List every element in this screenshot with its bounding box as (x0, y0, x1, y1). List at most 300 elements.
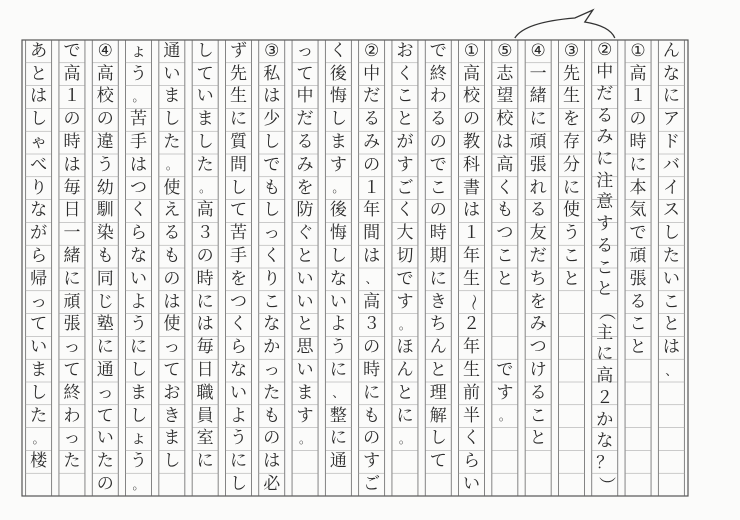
char-cell: 注 (596, 170, 614, 191)
char-cell: 少 (263, 109, 281, 130)
text-column (192, 40, 218, 496)
char-cell: 本 (629, 177, 647, 198)
text-column (625, 40, 651, 496)
char-cell (492, 314, 518, 337)
char-cell: は (63, 154, 81, 175)
char-cell: く (396, 200, 414, 221)
char-cell: も (263, 405, 281, 426)
char-cell: 高 (96, 63, 114, 84)
char-cell: 一 (529, 63, 547, 84)
char-cell: こ (596, 257, 614, 278)
char-cell: す (296, 405, 314, 426)
char-cell: つ (496, 223, 514, 244)
text-column (658, 40, 684, 496)
char-cell: 頑 (629, 246, 647, 267)
char-cell: と (529, 428, 547, 449)
char-cell: く (229, 314, 247, 335)
char-cell: 存 (562, 132, 580, 153)
char-cell: を (229, 268, 247, 289)
char-cell: 切 (396, 246, 414, 267)
char-cell: 。 (199, 181, 212, 196)
char-cell: こ (396, 86, 414, 107)
char-cell: よ (229, 405, 247, 426)
char-cell: り (30, 177, 48, 198)
char-cell: し (229, 474, 247, 495)
char-cell: 中 (296, 86, 314, 107)
text-column (592, 40, 618, 496)
char-cell: に (396, 405, 414, 426)
char-cell: ま (30, 360, 48, 381)
char-cell: の (429, 200, 447, 221)
text-column (325, 40, 351, 496)
char-cell: ２ (596, 387, 614, 408)
char-cell: た (196, 154, 214, 175)
char-cell: と (596, 279, 614, 300)
char-cell: す (396, 154, 414, 175)
char-cell: 意 (596, 192, 614, 213)
char-cell: に (196, 451, 214, 472)
char-cell: ま (130, 382, 148, 403)
char-cell: 〜 (462, 293, 483, 311)
char-cell: 。 (132, 477, 145, 492)
char-cell: 生 (229, 86, 247, 107)
char-cell: て (63, 360, 81, 381)
char-cell: し (196, 40, 214, 61)
char-cell: う (562, 223, 580, 244)
char-cell: に (130, 337, 148, 358)
char-cell: 先 (229, 63, 247, 84)
char-cell: 中 (596, 62, 614, 83)
char-cell: お (163, 382, 181, 403)
char-cell: に (596, 148, 614, 169)
char-cell: 同 (96, 268, 114, 289)
char-cell: と (296, 314, 314, 335)
char-cell: す (596, 214, 614, 235)
char-cell: み (296, 154, 314, 175)
char-cell: に (63, 268, 81, 289)
char-cell: な (596, 431, 614, 452)
char-cell: を (529, 291, 547, 312)
char-cell: の (629, 109, 647, 130)
char-cell: も (163, 246, 181, 267)
text-column (225, 40, 251, 496)
char-cell: 悔 (329, 86, 347, 107)
char-cell: に (529, 109, 547, 130)
char-cell: だ (529, 246, 547, 267)
char-cell: ？ (596, 453, 614, 474)
char-cell: ん (429, 337, 447, 358)
char-cell: な (130, 246, 148, 267)
char-cell: う (96, 154, 114, 175)
char-cell: 通 (329, 451, 347, 472)
char-cell: ら (130, 223, 148, 244)
char-cell: く (263, 246, 281, 267)
char-cell: し (329, 246, 347, 267)
char-cell: 張 (629, 268, 647, 289)
char-cell: 校 (96, 86, 114, 107)
char-cell: 緒 (63, 246, 81, 267)
char-cell: 悔 (329, 223, 347, 244)
char-cell: に (229, 109, 247, 130)
char-cell: ぐ (296, 223, 314, 244)
char-cell: み (596, 127, 614, 148)
char-cell: ら (229, 337, 247, 358)
char-cell: ょ (130, 428, 148, 449)
char-cell: い (130, 268, 148, 289)
char-cell: れ (529, 177, 547, 198)
char-cell: 高 (196, 200, 214, 221)
char-cell: い (463, 474, 481, 495)
char-cell: バ (662, 154, 680, 175)
char-cell: 、 (365, 272, 378, 287)
char-cell: し (263, 200, 281, 221)
char-cell: こ (662, 291, 680, 312)
char-cell: は (196, 314, 214, 335)
char-cell: 手 (130, 132, 148, 153)
char-cell: 苦 (229, 223, 247, 244)
char-cell: 必 (263, 474, 281, 495)
char-cell: か (263, 337, 281, 358)
char-cell: １ (629, 86, 647, 107)
char-cell: べ (30, 154, 48, 175)
char-cell: 高 (596, 366, 614, 387)
char-cell: は (463, 200, 481, 221)
char-cell: か (596, 409, 614, 430)
char-cell: 中 (363, 63, 381, 84)
char-cell: い (30, 337, 48, 358)
char-cell: の (463, 109, 481, 130)
char-cell: を (296, 177, 314, 198)
char-cell: ） (595, 476, 616, 494)
char-cell: し (229, 177, 247, 198)
char-cell: ま (329, 132, 347, 153)
char-cell: 思 (296, 337, 314, 358)
char-cell: ゃ (30, 132, 48, 153)
char-cell: て (30, 314, 48, 335)
char-cell: し (163, 451, 181, 472)
char-cell: ず (229, 40, 247, 61)
char-cell: け (529, 360, 547, 381)
char-cell: と (629, 337, 647, 358)
char-cell: の (63, 109, 81, 130)
char-cell: こ (562, 246, 580, 267)
char-cell: つ (229, 291, 247, 312)
char-cell: く (396, 63, 414, 84)
char-cell: る (296, 132, 314, 153)
char-cell: し (662, 223, 680, 244)
char-cell: っ (296, 40, 314, 61)
char-cell: ま (163, 428, 181, 449)
char-cell: 時 (196, 268, 214, 289)
char-cell: と (30, 63, 48, 84)
char-cell: ほ (396, 337, 414, 358)
char-cell: く (329, 40, 347, 61)
char-cell: 私 (263, 63, 281, 84)
char-cell: う (130, 451, 148, 472)
char-cell: き (163, 405, 181, 426)
char-cell: 頑 (529, 132, 547, 153)
char-cell: い (163, 63, 181, 84)
char-cell: も (363, 405, 381, 426)
char-cell: な (229, 360, 247, 381)
char-cell: で (263, 154, 281, 175)
char-cell: 手 (229, 246, 247, 267)
text-column (425, 40, 451, 496)
char-cell: 気 (629, 200, 647, 221)
char-cell: 使 (163, 314, 181, 335)
char-cell: の (196, 246, 214, 267)
char-cell: て (229, 200, 247, 221)
char-cell: い (296, 291, 314, 312)
char-cell: す (496, 382, 514, 403)
char-cell: 。 (132, 89, 145, 104)
char-cell: イ (662, 177, 680, 198)
char-cell: 張 (529, 154, 547, 175)
char-cell: 望 (496, 86, 514, 107)
char-cell (492, 291, 518, 314)
char-cell: 時 (429, 223, 447, 244)
char-cell: は (496, 132, 514, 153)
char-cell: て (196, 63, 214, 84)
char-cell: 校 (463, 86, 481, 107)
char-cell: し (130, 360, 148, 381)
char-cell: し (429, 428, 447, 449)
char-cell: く (463, 428, 481, 449)
char-cell: た (63, 451, 81, 472)
char-cell: で (429, 154, 447, 175)
char-cell: 高 (629, 63, 647, 84)
char-cell: の (96, 474, 114, 495)
char-cell: 苦 (130, 109, 148, 130)
char-cell: い (329, 291, 347, 312)
char-cell: 理 (429, 382, 447, 403)
char-cell: し (30, 382, 48, 403)
char-cell: に (329, 428, 347, 449)
char-cell: な (30, 200, 48, 221)
char-cell: お (396, 40, 414, 61)
char-cell: の (163, 268, 181, 289)
char-cell: こ (263, 291, 281, 312)
char-cell: は (130, 154, 148, 175)
char-cell: は (363, 246, 381, 267)
char-cell: 楼 (30, 451, 48, 472)
char-cell: 主 (596, 322, 614, 343)
char-cell: た (163, 132, 181, 153)
char-cell: 教 (463, 132, 481, 153)
char-cell: て (296, 63, 314, 84)
char-cell: 科 (463, 154, 481, 175)
char-cell: つ (529, 337, 547, 358)
char-cell: い (229, 382, 247, 403)
char-cell: て (163, 360, 181, 381)
char-cell: ２ (463, 314, 481, 335)
char-cell: 半 (463, 405, 481, 426)
char-cell: い (196, 86, 214, 107)
char-cell: 解 (429, 405, 447, 426)
char-cell: た (662, 246, 680, 267)
char-cell: で (63, 40, 81, 61)
char-cell: ③ (563, 40, 580, 61)
char-cell: き (429, 291, 447, 312)
char-cell: 緒 (529, 86, 547, 107)
char-cell: 終 (63, 382, 81, 403)
char-cell: の (363, 428, 381, 449)
char-cell: は (163, 291, 181, 312)
char-cell: ア (662, 109, 680, 130)
char-cell: 馴 (96, 200, 114, 221)
char-cell: し (329, 109, 347, 130)
char-cell: る (363, 109, 381, 130)
char-cell: と (396, 109, 414, 130)
char-cell: 違 (96, 132, 114, 153)
char-cell: （ (595, 302, 616, 320)
char-cell: 日 (63, 200, 81, 221)
char-cell: だ (363, 86, 381, 107)
char-cell: っ (263, 360, 281, 381)
text-column (92, 40, 118, 496)
char-cell: 整 (329, 405, 347, 426)
char-cell: つ (130, 177, 148, 198)
char-cell: 。 (498, 409, 511, 424)
char-cell (492, 336, 518, 359)
char-cell: っ (263, 223, 281, 244)
char-cell: み (529, 314, 547, 335)
char-cell: が (30, 223, 48, 244)
char-cell: こ (496, 246, 514, 267)
char-cell: 。 (332, 181, 345, 196)
char-cell: を (562, 109, 580, 130)
char-cell: 職 (196, 382, 214, 403)
char-cell: た (263, 382, 281, 403)
char-cell: 。 (398, 431, 411, 446)
char-cell: な (329, 268, 347, 289)
char-cell: 後 (329, 200, 347, 221)
char-cell: 時 (63, 132, 81, 153)
char-cell: ま (196, 109, 214, 130)
char-cell: １ (63, 86, 81, 107)
char-cell: す (329, 154, 347, 175)
char-cell: う (229, 428, 247, 449)
char-cell: し (263, 132, 281, 153)
char-cell: に (96, 337, 114, 358)
char-cell: 使 (163, 177, 181, 198)
char-cell: ③ (264, 40, 280, 61)
char-cell: が (396, 132, 414, 153)
char-cell: ち (529, 268, 547, 289)
char-cell: 期 (429, 246, 447, 267)
char-cell: え (163, 200, 181, 221)
char-cell: す (363, 451, 381, 472)
char-cell: っ (163, 337, 181, 358)
char-cell: 終 (429, 63, 447, 84)
char-cell: 員 (196, 405, 214, 426)
char-cell: ② (597, 40, 613, 61)
char-cell: ら (30, 246, 48, 267)
char-cell: で (496, 360, 514, 381)
char-cell: 時 (363, 360, 381, 381)
char-cell: も (496, 200, 514, 221)
char-cell: 時 (629, 132, 647, 153)
char-cell: 前 (463, 382, 481, 403)
char-cell: ④ (530, 40, 546, 61)
char-cell: し (30, 109, 48, 130)
char-cell: ち (429, 314, 447, 335)
char-cell: の (429, 132, 447, 153)
char-cell: 間 (363, 223, 381, 244)
char-cell: 年 (463, 337, 481, 358)
char-cell: っ (63, 428, 81, 449)
char-cell: に (196, 291, 214, 312)
char-cell: ま (163, 86, 181, 107)
char-cell: よ (130, 291, 148, 312)
char-cell: よ (329, 314, 347, 335)
char-cell: わ (429, 86, 447, 107)
char-cell: 張 (63, 314, 81, 335)
char-cell: ら (463, 451, 481, 472)
char-cell: み (363, 132, 381, 153)
char-cell: て (96, 405, 114, 426)
char-cell: 、 (665, 363, 678, 378)
char-cell: 。 (32, 431, 45, 446)
text-column (492, 40, 518, 496)
text-column (26, 40, 52, 496)
char-cell: 帰 (30, 268, 48, 289)
char-cell: の (96, 109, 114, 130)
char-cell: １ (363, 177, 381, 198)
text-column (392, 40, 418, 496)
char-cell: し (163, 109, 181, 130)
char-cell: ん (396, 360, 414, 381)
char-cell: う (329, 337, 347, 358)
char-cell: 。 (398, 317, 411, 332)
char-cell: 高 (496, 154, 514, 175)
char-cell: 室 (196, 428, 214, 449)
char-cell: 後 (329, 63, 347, 84)
char-cell: 分 (562, 154, 580, 175)
char-cell: な (662, 63, 680, 84)
char-cell: は (30, 86, 48, 107)
char-cell: と (662, 314, 680, 335)
char-cell: 一 (63, 223, 81, 244)
char-cell: 防 (296, 200, 314, 221)
char-cell: 生 (463, 268, 481, 289)
char-cell: に (363, 382, 381, 403)
char-cell: 毎 (63, 177, 81, 198)
char-cell: る (596, 105, 614, 126)
char-cell: と (496, 268, 514, 289)
char-cell: の (363, 154, 381, 175)
char-cell: る (429, 109, 447, 130)
char-cell: ょ (130, 40, 148, 61)
char-cell: い (96, 428, 114, 449)
char-cell: 年 (463, 246, 481, 267)
char-cell: 大 (396, 223, 414, 244)
char-cell: 日 (196, 360, 214, 381)
char-cell: ② (364, 40, 380, 61)
char-cell: 生 (463, 360, 481, 381)
char-cell: 友 (529, 223, 547, 244)
char-cell: 通 (163, 40, 181, 61)
char-cell: に (329, 360, 347, 381)
char-cell: に (429, 268, 447, 289)
char-cell: こ (429, 177, 447, 198)
char-cell: で (396, 268, 414, 289)
text-column (126, 40, 152, 496)
char-cell: に (662, 86, 680, 107)
char-cell: 書 (463, 177, 481, 198)
char-cell: り (263, 268, 281, 289)
char-cell: ご (363, 474, 381, 495)
